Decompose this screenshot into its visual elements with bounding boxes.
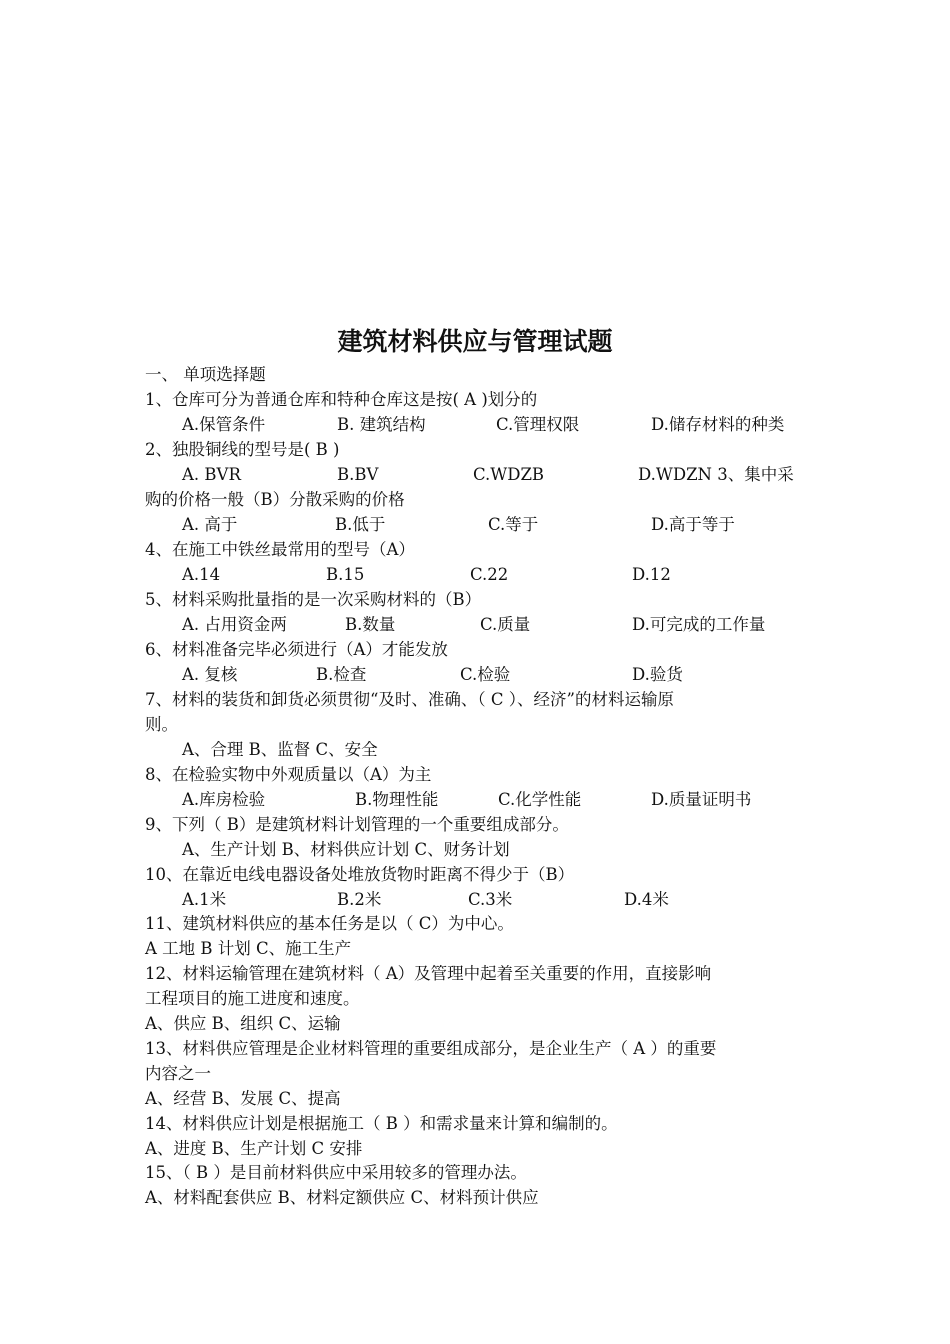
question-13: 13、材料供应管理是企业材料管理的重要组成部分，是企业生产（ A ）的重要 [145, 1039, 717, 1058]
question-8: 8、在检验实物中外观质量以（A）为主 [145, 765, 432, 784]
q15-options: A、材料配套供应 B、材料定额供应 C、材料预计供应 [145, 1188, 539, 1207]
q1-option-c: C.管理权限 [496, 415, 580, 434]
q6-option-a: A. 复核 [182, 665, 238, 684]
q6-option-d: D.验货 [632, 665, 683, 684]
question-2: 2、独股铜线的型号是( B ) [145, 440, 340, 459]
q3-option-a: A. 高于 [182, 515, 238, 534]
question-5: 5、材料采购批量指的是一次采购材料的（B） [145, 590, 482, 609]
q8-option-c: C.化学性能 [498, 790, 582, 809]
q12-options: A、供应 B、组织 C、运输 [145, 1014, 341, 1033]
q2-option-a: A. BVR [182, 465, 241, 484]
q2-option-c: C.WDZB [473, 465, 545, 484]
q7-options: A、合理 B、监督 C、安全 [182, 740, 378, 759]
q10-option-b: B.2米 [337, 890, 382, 909]
question-4: 4、在施工中铁丝最常用的型号（A） [145, 540, 415, 559]
q3-option-c: C.等于 [488, 515, 539, 534]
q10-option-a: A.1米 [182, 890, 227, 909]
q3-option-d: D.高于等于 [651, 515, 735, 534]
question-12-continued: 工程项目的施工进度和速度。 [145, 989, 360, 1008]
section-heading: 一、 单项选择题 [145, 365, 266, 384]
q8-option-d: D.质量证明书 [651, 790, 752, 809]
q3-option-b: B.低于 [335, 515, 386, 534]
question-14: 14、材料供应计划是根据施工（ B ）和需求量来计算和编制的。 [145, 1114, 618, 1133]
q13-options: A、经营 B、发展 C、提高 [145, 1089, 341, 1108]
question-15: 15、（ B ）是目前材料供应中采用较多的管理办法。 [145, 1163, 527, 1182]
q4-option-d: D.12 [632, 565, 671, 584]
q8-option-a: A.库房检验 [182, 790, 266, 809]
q5-option-a: A. 占用资金两 [182, 615, 287, 634]
q2-option-b: B.BV [337, 465, 379, 484]
q5-option-d: D.可完成的工作量 [632, 615, 766, 634]
q2-option-d: D.WDZN 3、集中采 [638, 465, 794, 484]
q4-option-c: C.22 [470, 565, 509, 584]
q8-option-b: B.物理性能 [355, 790, 439, 809]
question-12: 12、材料运输管理在建筑材料（ A）及管理中起着至关重要的作用，直接影响 [145, 964, 712, 983]
question-11: 11、建筑材料供应的基本任务是以（ C）为中心。 [145, 914, 514, 933]
q5-option-b: B.数量 [345, 615, 396, 634]
question-7-continued: 则。 [145, 715, 178, 734]
question-3-continued: 购的价格一般（B）分散采购的价格 [145, 490, 405, 509]
q9-options: A、生产计划 B、材料供应计划 C、财务计划 [182, 840, 510, 859]
q4-option-a: A.14 [182, 565, 221, 584]
q1-option-a: A.保管条件 [182, 415, 266, 434]
page-title: 建筑材料供应与管理试题 [337, 327, 613, 356]
question-10: 10、在靠近电线电器设备处堆放货物时距离不得少于（B） [145, 865, 575, 884]
question-13-continued: 内容之一 [145, 1064, 211, 1083]
q10-option-d: D.4米 [624, 890, 669, 909]
q6-option-b: B.检查 [316, 665, 367, 684]
q10-option-c: C.3米 [468, 890, 513, 909]
q14-options: A、进度 B、生产计划 C 安排 [145, 1139, 363, 1158]
q1-option-d: D.储存材料的种类 [651, 415, 785, 434]
q5-option-c: C.质量 [480, 615, 531, 634]
q11-options: A 工地 B 计划 C、施工生产 [145, 939, 352, 958]
q1-option-b: B. 建筑结构 [337, 415, 426, 434]
q4-option-b: B.15 [326, 565, 365, 584]
question-6: 6、材料准备完毕必须进行（A）才能发放 [145, 640, 448, 659]
question-9: 9、下列（ B）是建筑材料计划管理的一个重要组成部分。 [145, 815, 569, 834]
question-1: 1、仓库可分为普通仓库和特种仓库这是按( A )划分的 [145, 390, 538, 409]
question-7: 7、材料的装货和卸货必须贯彻“及时、准确、（ C ）、经济”的材料运输原 [145, 690, 674, 709]
q6-option-c: C.检验 [460, 665, 511, 684]
